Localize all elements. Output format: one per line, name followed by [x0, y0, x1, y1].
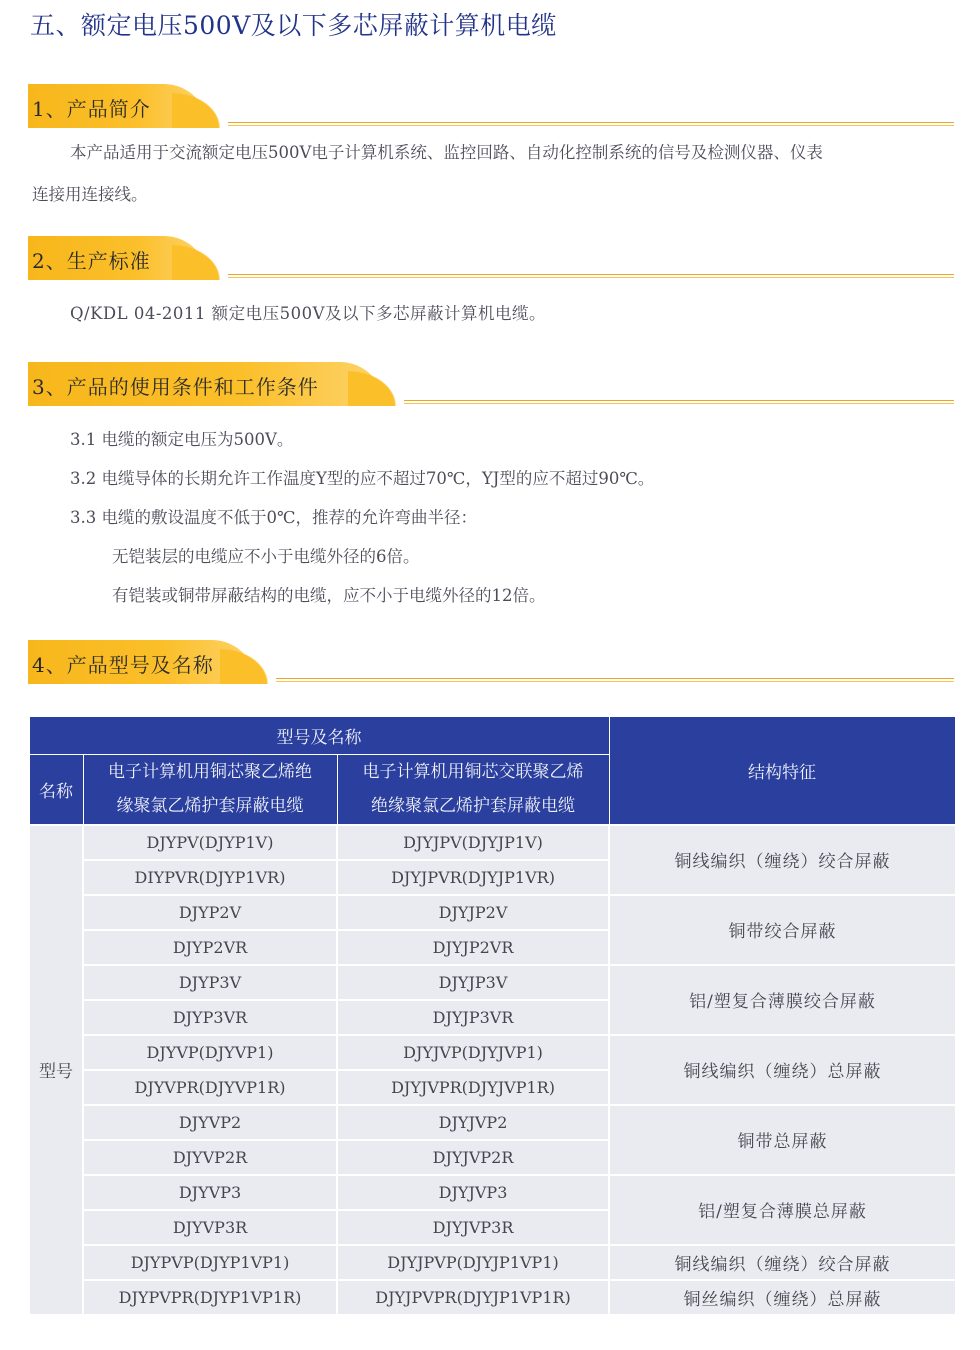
- structure-feature: 铝/塑复合薄膜总屏蔽: [609, 1175, 955, 1245]
- model-pe: DJYVP2R: [83, 1140, 337, 1175]
- model-xlpe: DJYJVP2: [337, 1105, 609, 1140]
- section-label: 3、产品的使用条件和工作条件: [32, 375, 319, 399]
- model-xlpe: DJYJVP3R: [337, 1210, 609, 1245]
- section-label: 2、生产标准: [32, 249, 151, 273]
- structure-feature: 铜线编织（缠绕）绞合屏蔽: [609, 825, 955, 895]
- structure-feature: 铜带绞合屏蔽: [609, 895, 955, 965]
- model-pe: DJYPVPR(DJYP1VP1R): [83, 1280, 337, 1314]
- header-pe-cable-line-1: 电子计算机用铜芯聚乙烯绝: [108, 762, 312, 783]
- model-xlpe: DJYJVP2R: [337, 1140, 609, 1175]
- structure-feature: 铜带总屏蔽: [609, 1105, 955, 1175]
- model-xlpe: DJYJP2VR: [337, 930, 609, 965]
- structure-feature: 铝/塑复合薄膜绞合屏蔽: [609, 965, 955, 1035]
- page-title: 五、额定电压500V及以下多芯屏蔽计算机电缆: [30, 11, 557, 40]
- section-label: 1、产品简介: [32, 97, 151, 121]
- model-pe: DJYP2VR: [83, 930, 337, 965]
- structure-feature: 铜线编织（缠绕）总屏蔽: [609, 1035, 955, 1105]
- condition-line-3: 3.3 电缆的敷设温度不低于0℃，推荐的允许弯曲半径：: [70, 508, 477, 527]
- header-xlpe-cable-line-1: 电子计算机用铜芯交联聚乙烯: [362, 762, 584, 783]
- model-pe: DJYP2V: [83, 895, 337, 930]
- section-heading-intro: [28, 84, 954, 128]
- condition-line-2: 3.2 电缆导体的长期允许工作温度Y型的应不超过70℃，YJ型的应不超过90℃。: [70, 469, 655, 488]
- model-pe: DJYVP3: [83, 1175, 337, 1210]
- model-xlpe: DJYJVPR(DJYJVP1R): [337, 1070, 609, 1105]
- header-pe-cable: [83, 755, 337, 825]
- model-xlpe: DJYJPV(DJYJP1V): [337, 825, 609, 860]
- model-pe: DJYVPR(DJYVP1R): [83, 1070, 337, 1105]
- section-heading-models: [28, 640, 954, 684]
- header-xlpe-cable: [337, 755, 609, 825]
- condition-line-1: 3.1 电缆的额定电压为500V。: [70, 430, 294, 449]
- header-xlpe-cable-line-2: 绝缘聚氯乙烯护套屏蔽电缆: [371, 796, 576, 817]
- model-table: [28, 716, 954, 1322]
- model-pe: DJYPV(DJYP1V): [83, 825, 337, 860]
- intro-line-2: 连接用连接线。: [32, 185, 148, 204]
- condition-line-5: 有铠装或铜带屏蔽结构的电缆，应不小于电缆外径的12倍。: [112, 586, 546, 605]
- model-pe: DJYVP3R: [83, 1210, 337, 1245]
- structure-feature: 铜丝编织（缠绕）总屏蔽: [609, 1280, 955, 1314]
- model-pe: DJYP3VR: [83, 1000, 337, 1035]
- section-heading-conditions: [28, 362, 954, 406]
- condition-line-4: 无铠装层的电缆应不小于电缆外径的6倍。: [112, 547, 420, 566]
- model-xlpe: DJYJVP(DJYJVP1): [337, 1035, 609, 1070]
- model-xlpe: DJYJP3VR: [337, 1000, 609, 1035]
- model-pe: DJYP3V: [83, 965, 337, 1000]
- model-xlpe: DJYJP3V: [337, 965, 609, 1000]
- header-group: 型号及名称: [29, 717, 609, 755]
- header-name: 名称: [29, 755, 83, 825]
- model-xlpe: DJYJPVP(DJYJP1VP1): [337, 1245, 609, 1280]
- model-xlpe: DJYJVP3: [337, 1175, 609, 1210]
- row-label-model: 型号: [29, 825, 83, 1314]
- model-xlpe: DJYJPVPR(DJYJP1VP1R): [337, 1280, 609, 1314]
- model-pe: DJYVP(DJYVP1): [83, 1035, 337, 1070]
- header-pe-cable-line-2: 缘聚氯乙烯护套屏蔽电缆: [116, 796, 304, 817]
- model-xlpe: DJYJP2V: [337, 895, 609, 930]
- structure-feature: 铜线编织（缠绕）绞合屏蔽: [609, 1245, 955, 1280]
- standard-line: Q/KDL 04-2011 额定电压500V及以下多芯屏蔽计算机电缆。: [70, 304, 547, 323]
- model-pe: DJYPVP(DJYP1VP1): [83, 1245, 337, 1280]
- intro-line-1: 本产品适用于交流额定电压500V电子计算机系统、监控回路、自动化控制系统的信号及检测仪器、仪表: [70, 143, 823, 162]
- model-pe: DIYPVR(DJYP1VR): [83, 860, 337, 895]
- section-heading-standard: [28, 236, 954, 280]
- model-xlpe: DJYJPVR(DJYJP1VR): [337, 860, 609, 895]
- model-pe: DJYVP2: [83, 1105, 337, 1140]
- section-label: 4、产品型号及名称: [32, 653, 214, 677]
- header-feature: 结构特征: [609, 717, 955, 825]
